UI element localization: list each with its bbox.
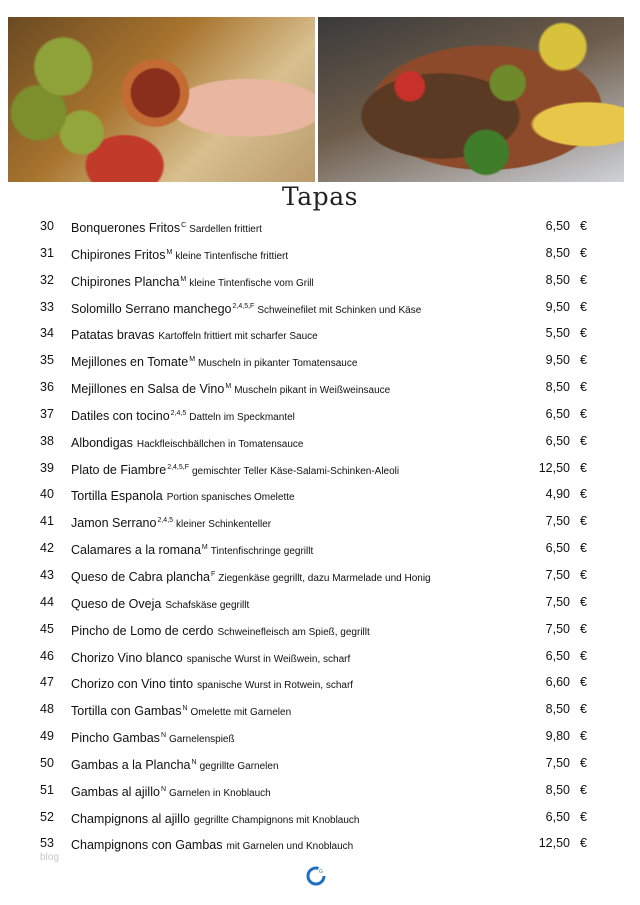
menu-item <box>0 374 640 401</box>
item-name: Solomillo Serrano manchego <box>71 301 232 316</box>
item-name: Pincho de Lomo de cerdo <box>71 623 214 638</box>
item-currency: € <box>580 809 587 824</box>
menu-list <box>0 213 640 857</box>
item-currency: € <box>580 514 587 529</box>
item-description: Schweinefleisch am Spieß, gegrillt <box>217 626 370 638</box>
item-currency: € <box>580 541 587 556</box>
item-allergens: 2,4,5 <box>170 409 187 417</box>
item-allergens: N <box>182 705 188 713</box>
item-number: 33 <box>40 299 54 314</box>
item-number: 47 <box>40 675 54 690</box>
item-currency: € <box>580 675 587 690</box>
item-number: 40 <box>40 487 54 502</box>
item-number: 49 <box>40 729 54 744</box>
item-description: Muscheln in pikanter Tomatensauce <box>198 358 358 370</box>
item-number: 34 <box>40 326 54 341</box>
item-currency: € <box>580 702 587 717</box>
item-allergens: M <box>180 275 187 283</box>
item-allergens: 2,4,5 <box>157 517 174 525</box>
item-currency: € <box>580 648 587 663</box>
menu-item <box>0 481 640 508</box>
menu-item <box>0 240 640 267</box>
tapas-photo-right <box>318 17 625 182</box>
item-description: Schafskäse gegrillt <box>165 599 250 611</box>
item-description: mit Garnelen und Knoblauch <box>226 841 354 853</box>
item-allergens: N <box>160 732 166 740</box>
item-price: 5,50 <box>545 326 570 341</box>
item-number: 30 <box>40 219 54 233</box>
item-number: 36 <box>40 380 54 395</box>
menu-item <box>0 696 640 723</box>
item-price: 8,50 <box>545 380 570 395</box>
item-price: 8,50 <box>545 702 570 717</box>
item-currency: € <box>580 594 587 609</box>
item-number: 32 <box>40 272 54 287</box>
item-name: Albondigas <box>71 435 133 450</box>
item-number: 46 <box>40 648 54 663</box>
item-allergens: N <box>160 785 166 793</box>
item-description: Muscheln pikant in Weißweinsauce <box>234 385 391 397</box>
item-currency: € <box>580 326 587 341</box>
item-name: Chipirones Plancha <box>71 274 180 289</box>
item-allergens: C <box>181 222 187 229</box>
item-description: kleine Tintenfische frittiert <box>175 250 289 262</box>
item-name: Tortilla Espanola <box>71 489 163 504</box>
item-number: 31 <box>40 245 54 260</box>
item-number: 52 <box>40 809 54 824</box>
item-description: Tintenfischringe gegrillt <box>210 546 314 558</box>
logo-icon <box>306 866 326 886</box>
menu-item <box>0 535 640 562</box>
item-currency: € <box>580 729 587 744</box>
item-number: 41 <box>40 514 54 529</box>
item-price: 7,50 <box>545 567 570 582</box>
item-number: 42 <box>40 541 54 556</box>
menu-item <box>0 589 640 616</box>
item-price: 12,50 <box>538 460 570 475</box>
item-description: Portion spanisches Omelette <box>166 492 295 504</box>
menu-item <box>0 428 640 455</box>
menu-item <box>0 508 640 535</box>
item-name: Calamares a la romana <box>71 543 201 558</box>
item-price: 6,50 <box>545 809 570 824</box>
item-name: Mejillones en Tomate <box>71 355 189 370</box>
item-description: kleiner Schinkenteller <box>176 519 272 531</box>
item-name: Datiles con tocino <box>71 408 170 423</box>
item-price: 6,60 <box>545 675 570 690</box>
menu-item <box>0 455 640 482</box>
item-description: spanische Wurst in Weißwein, scharf <box>186 653 351 665</box>
logo-text: G <box>319 869 323 875</box>
watermark: blog <box>40 852 59 863</box>
item-name: Mejillones en Salsa de Vino <box>71 382 225 397</box>
item-allergens: M <box>189 356 196 364</box>
item-allergens: N <box>191 758 197 766</box>
item-name: Queso de Oveja <box>71 596 162 611</box>
item-description: gegrillte Champignons mit Knoblauch <box>193 814 360 826</box>
item-currency: € <box>580 380 587 395</box>
menu-item <box>0 347 640 374</box>
item-price: 7,50 <box>545 514 570 529</box>
menu-item <box>0 750 640 777</box>
item-number: 44 <box>40 594 54 609</box>
menu-item <box>0 401 640 428</box>
item-price: 9,80 <box>545 729 570 744</box>
item-description: Sardellen frittiert <box>189 224 262 235</box>
item-number: 37 <box>40 406 54 421</box>
menu-item <box>0 267 640 294</box>
item-currency: € <box>580 219 587 233</box>
item-description: Ziegenkäse gegrillt, dazu Marmelade und Honig <box>218 572 431 584</box>
item-number: 50 <box>40 755 54 770</box>
item-description: Kartoffeln frittiert mit scharfer Sauce <box>158 331 318 343</box>
item-price: 12,50 <box>538 836 570 851</box>
item-name: Plato de Fiambre <box>71 462 167 477</box>
item-name: Chipirones Fritos <box>71 247 166 262</box>
item-name: Tortilla con Gambas <box>71 704 182 719</box>
menu-item <box>0 616 640 643</box>
menu-item <box>0 320 640 347</box>
item-currency: € <box>580 433 587 448</box>
item-price: 9,50 <box>545 353 570 368</box>
item-price: 7,50 <box>545 755 570 770</box>
item-price: 7,50 <box>545 594 570 609</box>
item-currency: € <box>580 245 587 260</box>
item-currency: € <box>580 353 587 368</box>
item-description: gemischter Teller Käse-Salami-Schinken-Aleoli <box>191 465 400 477</box>
item-price: 4,90 <box>545 487 570 502</box>
item-description: Schweinefilet mit Schinken und Käse <box>257 304 422 316</box>
page-title: Tapas <box>282 182 358 211</box>
item-name: Gambas al ajillo <box>71 784 160 799</box>
item-name: Chorizo Vino blanco <box>71 650 183 665</box>
item-number: 43 <box>40 567 54 582</box>
item-name: Champignons al ajillo <box>71 811 190 826</box>
item-description: Omelette mit Garnelen <box>190 707 292 719</box>
item-currency: € <box>580 460 587 475</box>
item-name: Queso de Cabra plancha <box>71 569 210 584</box>
menu-item <box>0 643 640 670</box>
header-photos <box>8 17 624 182</box>
item-description: spanische Wurst in Rotwein, scharf <box>197 680 354 692</box>
item-currency: € <box>580 299 587 314</box>
item-currency: € <box>580 272 587 287</box>
menu-item <box>0 777 640 804</box>
item-price: 7,50 <box>545 621 570 636</box>
item-allergens: M <box>166 248 173 256</box>
item-currency: € <box>580 406 587 421</box>
item-allergens: F <box>210 570 216 578</box>
item-name: Champignons con Gambas <box>71 838 223 853</box>
item-number: 48 <box>40 702 54 717</box>
item-description: Garnelen in Knoblauch <box>169 787 271 799</box>
item-description: kleine Tintenfische vom Grill <box>189 277 314 289</box>
item-name: Jamon Serrano <box>71 516 157 531</box>
item-number: 39 <box>40 460 54 475</box>
item-number: 35 <box>40 353 54 368</box>
tapas-photo-left <box>8 17 315 182</box>
item-name: Bonquerones Fritos <box>71 221 181 235</box>
item-description: Hackfleischbällchen in Tomatensauce <box>136 438 304 450</box>
item-name: Patatas bravas <box>71 328 155 343</box>
item-text <box>71 830 353 861</box>
item-price: 6,50 <box>545 406 570 421</box>
item-number: 45 <box>40 621 54 636</box>
item-currency: € <box>580 621 587 636</box>
item-price: 6,50 <box>545 541 570 556</box>
item-allergens: 2,4,5,F <box>167 463 189 471</box>
item-name: Pincho Gambas <box>71 731 160 746</box>
item-number: 53 <box>40 836 54 851</box>
item-description: Garnelenspieß <box>169 734 235 746</box>
menu-item <box>0 213 640 240</box>
menu-item <box>0 669 640 696</box>
item-price: 6,50 <box>545 648 570 663</box>
item-currency: € <box>580 487 587 502</box>
menu-item <box>0 294 640 321</box>
item-allergens: M <box>225 383 232 391</box>
item-allergens: 2,4,5,F <box>232 302 255 310</box>
item-price: 8,50 <box>545 272 570 287</box>
item-number: 38 <box>40 433 54 448</box>
menu-item <box>0 830 640 857</box>
menu-item <box>0 804 640 831</box>
item-name: Gambas a la Plancha <box>71 757 191 772</box>
item-currency: € <box>580 836 587 851</box>
item-description: gegrillte Garnelen <box>199 760 279 772</box>
item-allergens: M <box>201 544 208 552</box>
item-name: Chorizo con Vino tinto <box>71 677 194 692</box>
menu-item <box>0 723 640 750</box>
item-price: 9,50 <box>545 299 570 314</box>
item-number: 51 <box>40 782 54 797</box>
item-price: 8,50 <box>545 245 570 260</box>
item-price: 6,50 <box>545 219 570 233</box>
item-currency: € <box>580 755 587 770</box>
item-price: 8,50 <box>545 782 570 797</box>
item-description: Datteln im Speckmantel <box>189 411 295 423</box>
item-currency: € <box>580 567 587 582</box>
item-currency: € <box>580 782 587 797</box>
item-price: 6,50 <box>545 433 570 448</box>
menu-item <box>0 562 640 589</box>
